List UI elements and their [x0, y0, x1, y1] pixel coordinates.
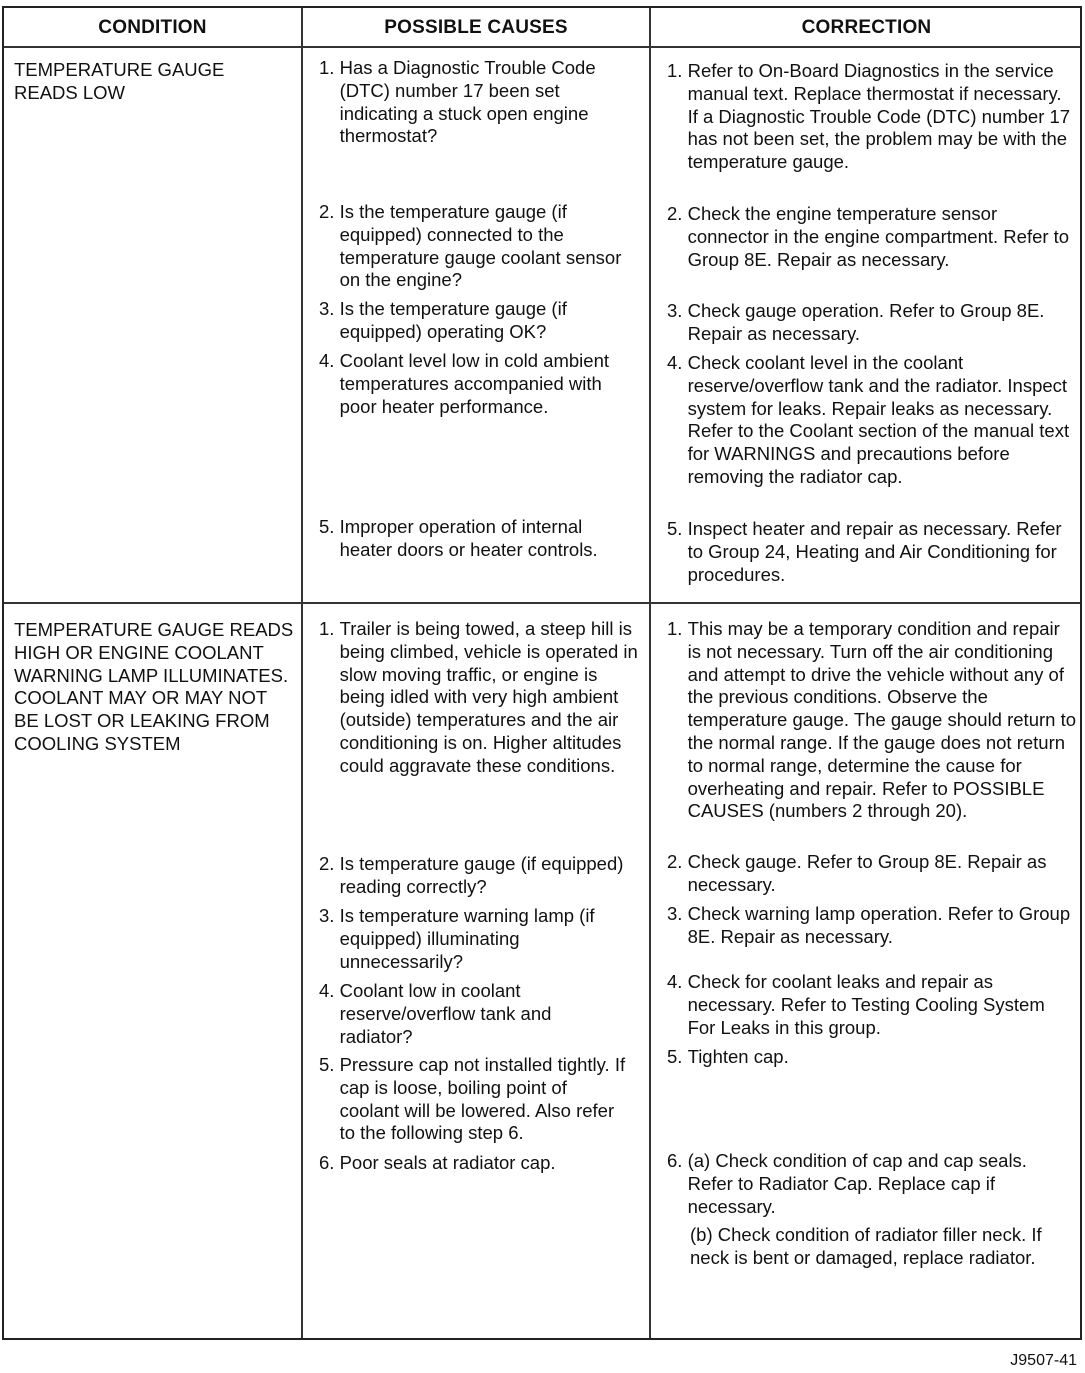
- header-correction: CORRECTION: [801, 17, 932, 38]
- condition-temperature-gauge-reads-high: TEMPERATURE GAUGE READS HIGH OR ENGINE COOLANT WARNING LAMP ILLUMINATES. COOLANT MAY OR MAY NOT BE LOST OR LEAKING FROM COOLING SYSTEM: [14, 619, 294, 754]
- correction-text: (b) Check condition of radiator filler neck. If neck is bent or damaged, replace radiator.: [690, 1224, 1042, 1268]
- cause-text: Is temperature gauge (if equipped) reading correctly?: [339, 853, 624, 897]
- cause-item: 2. Is temperature gauge (if equipped) reading correctly?: [319, 853, 629, 899]
- header-possible-causes: POSSIBLE CAUSES: [384, 17, 568, 38]
- cause-item: 6. Poor seals at radiator cap.: [319, 1152, 629, 1175]
- correction-text: Check coolant level in the coolant reserve/overflow tank and the radiator. Inspect system for leaks. Repair leaks as necessary. Refer to the Coolant section of the manual text for WARNINGS and precautions before removing the radiator cap.: [687, 352, 1070, 487]
- correction-item: 2. Check the engine temperature sensor connector in the engine compartment. Refer to Group 8E. Repair as necessary.: [667, 203, 1072, 271]
- cause-text: Improper operation of internal heater doors or heater controls.: [339, 516, 598, 560]
- column-divider: [301, 8, 303, 1338]
- correction-item: 1. Refer to On-Board Diagnostics in the service manual text. Replace thermostat if necessary. If a Diagnostic Trouble Code (DTC) number 17 has not been set, the problem may be with the temperature gauge.: [667, 60, 1071, 173]
- correction-item: 3. Check gauge operation. Refer to Group 8E. Repair as necessary.: [667, 300, 1072, 346]
- cause-item: 3. Is temperature warning lamp (if equipped) illuminating unnecessarily?: [319, 905, 629, 973]
- cause-text: Pressure cap not installed tightly. If cap is loose, boiling point of coolant will be lowered. Also refer to the following step 6.: [339, 1054, 626, 1144]
- correction-text: Check for coolant leaks and repair as necessary. Refer to Testing Cooling System For Leaks in this group.: [687, 971, 1045, 1038]
- cause-item: 1. Has a Diagnostic Trouble Code (DTC) number 17 been set indicating a stuck open engine thermostat?: [319, 57, 629, 148]
- correction-item: 4. Check coolant level in the coolant reserve/overflow tank and the radiator. Inspect system for leaks. Repair leaks as necessary. Refer to the Coolant section of the manual text for WARNINGS and precautions before removing the radiator cap.: [667, 352, 1072, 489]
- cause-text: Coolant level low in cold ambient temperatures accompanied with poor heater performance.: [339, 350, 610, 417]
- cause-text: Is temperature warning lamp (if equipped) illuminating unnecessarily?: [339, 905, 595, 972]
- cause-item: 5. Improper operation of internal heater doors or heater controls.: [319, 516, 629, 562]
- correction-text: This may be a temporary condition and repair is not necessary. Turn off the air conditioning and attempt to drive the vehicle without any of the previous conditions. Observe the temperature gauge. The gauge should return to the normal range. If the gauge does not return to normal range, determine the cause for overheating and repair. Refer to POSSIBLE CAUSES (numbers 2 through 20).: [687, 618, 1077, 822]
- cause-text: Has a Diagnostic Trouble Code (DTC) number 17 been set indicating a stuck open engine thermostat?: [339, 57, 596, 147]
- correction-item: 1. This may be a temporary condition and repair is not necessary. Turn off the air conditioning and attempt to drive the vehicle without any of the previous conditions. Observe the temperature gauge. The gauge should return to the normal range. If the gauge does not return to normal range, determine the cause for overheating and repair. Refer to POSSIBLE CAUSES (numbers 2 through 20).: [667, 618, 1077, 822]
- correction-text: Check gauge. Refer to Group 8E. Repair as necessary.: [687, 851, 1047, 895]
- correction-text: Inspect heater and repair as necessary. Refer to Group 24, Heating and Air Conditioning for procedures.: [687, 518, 1062, 585]
- figure-id: J9507-41: [1010, 1352, 1077, 1369]
- cause-text: Is the temperature gauge (if equipped) connected to the temperature gauge coolant sensor on the engine?: [339, 201, 622, 291]
- cause-item: 3. Is the temperature gauge (if equipped) operating OK?: [319, 298, 629, 344]
- cause-item: 5. Pressure cap not installed tightly. If cap is loose, boiling point of coolant will be lowered. Also refer to the following step 6.: [319, 1054, 629, 1145]
- correction-item: 2. Check gauge. Refer to Group 8E. Repair as necessary.: [667, 851, 1077, 897]
- correction-text: Tighten cap.: [687, 1046, 789, 1067]
- correction-text: (a) Check condition of cap and cap seals. Refer to Radiator Cap. Replace cap if necessary.: [687, 1150, 1027, 1217]
- cause-item: 4. Coolant level low in cold ambient temperatures accompanied with poor heater performance.: [319, 350, 629, 418]
- cause-text: Poor seals at radiator cap.: [339, 1152, 556, 1173]
- column-divider: [649, 8, 651, 1338]
- condition-temperature-gauge-reads-low: TEMPERATURE GAUGE READS LOW: [14, 59, 225, 103]
- correction-text: Check the engine temperature sensor connector in the engine compartment. Refer to Group 8E. Repair as necessary.: [687, 203, 1070, 270]
- cause-item: 1. Trailer is being towed, a steep hill is being climbed, vehicle is operated in slow moving traffic, or engine is being idled with very high ambient (outside) temperatures and the air conditioning is on. Higher altitudes could aggravate these conditions.: [319, 618, 638, 776]
- correction-item: 6. (a) Check condition of cap and cap seals. Refer to Radiator Cap. Replace cap if necessary.: [667, 1150, 1077, 1218]
- cause-item: 2. Is the temperature gauge (if equipped) connected to the temperature gauge coolant sensor on the engine?: [319, 201, 629, 292]
- correction-item: 3. Check warning lamp operation. Refer to Group 8E. Repair as necessary.: [667, 903, 1077, 949]
- cause-text: Is the temperature gauge (if equipped) operating OK?: [339, 298, 567, 342]
- header-condition: CONDITION: [98, 17, 207, 38]
- cause-text: Trailer is being towed, a steep hill is being climbed, vehicle is operated in slow moving traffic, or engine is being idled with very high ambient (outside) temperatures and the air conditioning is on. Higher altitudes could aggravate these conditions.: [339, 618, 638, 776]
- correction-item: 4. Check for coolant leaks and repair as necessary. Refer to Testing Cooling System For Leaks in this group.: [667, 971, 1077, 1039]
- row-divider: [4, 602, 1080, 604]
- cause-item: 4. Coolant low in coolant reserve/overflow tank and radiator?: [319, 980, 629, 1048]
- correction-item: 5. Tighten cap.: [667, 1046, 1077, 1069]
- correction-text: Check warning lamp operation. Refer to Group 8E. Repair as necessary.: [687, 903, 1071, 947]
- correction-item: 5. Inspect heater and repair as necessary. Refer to Group 24, Heating and Air Conditioning for procedures.: [667, 518, 1072, 586]
- correction-text: Check gauge operation. Refer to Group 8E. Repair as necessary.: [687, 300, 1045, 344]
- correction-text: Refer to On-Board Diagnostics in the service manual text. Replace thermostat if necessary. If a Diagnostic Trouble Code (DTC) number 17 has not been set, the problem may be with the temperature gauge.: [687, 60, 1071, 173]
- cause-text: Coolant low in coolant reserve/overflow tank and radiator?: [339, 980, 552, 1047]
- correction-item: [690, 1224, 1077, 1270]
- troubleshooting-table: [2, 6, 1082, 1340]
